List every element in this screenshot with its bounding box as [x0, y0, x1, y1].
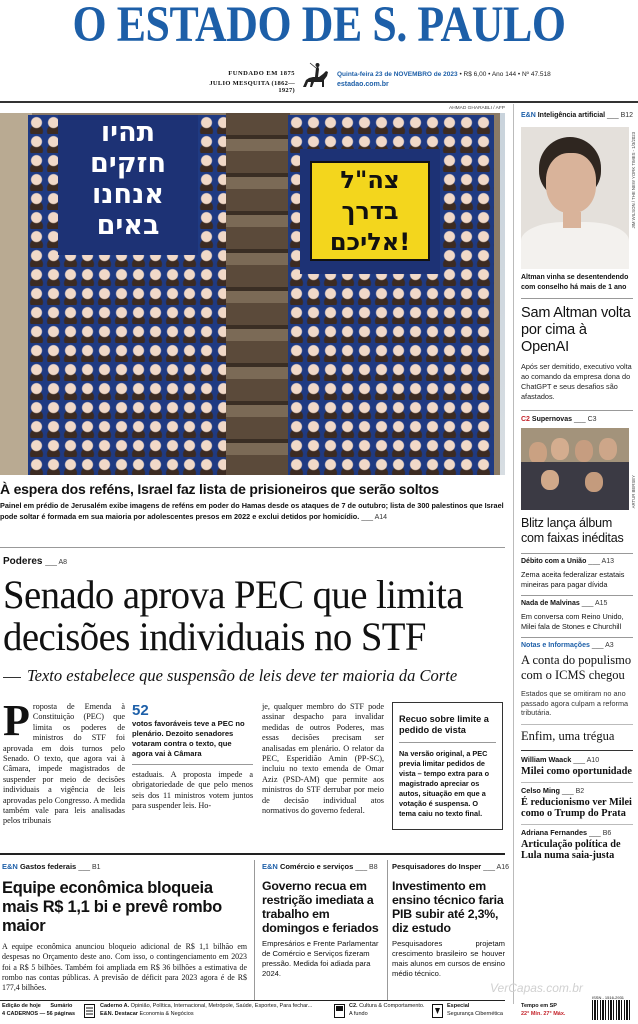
bottom-3-section: Pesquisadores do Insper: [392, 862, 482, 871]
brief-1-page: A13: [601, 558, 615, 565]
en-badge: E&N: [262, 862, 278, 871]
sidebar-divider: [513, 104, 514, 1004]
columnist-3-headline[interactable]: Articulação política de Lula numa saia-justa: [521, 838, 621, 861]
bottom-2-body: Empresários e Frente Parlamentar de Comércio e Serviços fizeram pressão. Medida foi adiada para 2024.: [262, 939, 379, 978]
main-col-3: [262, 702, 384, 816]
bottom-divider: [0, 853, 505, 855]
website-link[interactable]: estadao.com.br: [337, 81, 389, 88]
bottom-story-2: E&N Comércio e serviços ___ B8 Governo recua em restrição imediata a trabalho em domingos e feriados Empresários e Frente Parlamentar de Comércio e Serviços fizeram pressão. Medida foi adiada para 2024.: [262, 862, 385, 979]
brief-1-text[interactable]: Zema aceita federalizar estatais mineiras para pagar dívida: [521, 570, 625, 589]
bottom-2-section: Comércio e serviços: [279, 862, 354, 871]
issue-meta: • R$ 6,00 • Ano 144 • Nº 47.518: [459, 71, 551, 78]
bottom-story-1: E&N Gastos federais ___ B1 Equipe econômica bloqueia mais R$ 1,1 bi e prevê rombo maior A equipe econômica anunciou bloqueio adicional de R$ 1,1 bilhão em despesas no Orçamento deste ano. Com isso, o contingenciamento em 2023 foi a R$ 5 bilhões. Também foi ampliada em R$ 36 bilhões a estimativa de rombo nas contas públicas. A previsão de déficit para 2023 agora é de R$ 177,4 bilhões.: [2, 862, 247, 993]
main-col-2-text: estaduais. A proposta impede a obrigatoriedade de que pelo menos seis dos 11 ministros votem juntos para suspender leis. Ho-: [132, 770, 253, 811]
columnist-3-page: B6: [602, 829, 612, 837]
banner-left-line: אנחנו: [92, 179, 164, 210]
masthead-divider: [0, 101, 638, 103]
bottom-1-body: A equipe econômica anunciou bloqueio adicional de R$ 1,1 bilhão em despesas no Orçamento deste ano. Com isso, o contingenciamento em 2023 foi a R$ 5 bilhões. Também foi ampliada em R$ 36 bilhões a estimativa de rombo nas contas públicas. A previsão de déficit para 2023 agora é de R$ 177,4 bilhões.: [2, 942, 247, 993]
blitz-headline[interactable]: Blitz lança álbum com faixas inéditas: [521, 516, 624, 545]
bottom-3-body: Pesquisadores projetam crescimento brasileiro se houver mais alunos em cursos de ensino médio técnico.: [392, 939, 505, 978]
main-col-1-text: roposta de Emenda à Constituição (PEC) que limita os poderes de ministros do STF foi aprovada em dois turnos pelo Senado. O texto, que agora vai à Câmara, impede magistrados de suspender por meio de decisões individuais a vigência de leis aprovadas pelo Congresso. A medida também vale para leis analisadas pelos tribunais: [3, 702, 125, 826]
main-subhead-text: Texto estabelece que suspensão de leis deve ter maioria da Corte: [27, 666, 458, 685]
lead-caption: Painel em prédio de Jerusalém exibe imagens de reféns em poder do Hamas desde os ataques de 7 de outubro; lista de 300 palestinos que Israel pode soltar é formada em sua maioria por adolescentes presos em 2022 e exclui detidos por homicídio. ___ A14: [0, 501, 504, 521]
altman-lead: Altman vinha se desentendendo com conselho há mais de 1 ano: [521, 274, 629, 291]
banner-left-line: תהיו: [100, 117, 156, 148]
columnist-2-page: B2: [575, 787, 585, 795]
columnist-3: Adriana Fernandes ___ B6 Articulação política de Lula numa saia-justa: [521, 828, 633, 862]
issn: ISSN - 1516-2931: [592, 995, 625, 1000]
en-footer-label[interactable]: E&N.: [100, 1011, 114, 1017]
weather-values: 22° Mín. 27° Máx.: [521, 1011, 566, 1017]
lead-caption-text: Painel em prédio de Jerusalém exibe imagens de reféns em poder do Hamas desde os ataques de 7 de outubro; lista de 300 palestinos que Israel pode soltar é formada em sua maioria por adolescentes presos em 2022 e exclui detidos por homicídio.: [0, 501, 504, 521]
music-section: Supernovas: [531, 416, 572, 423]
especial-text: Segurança Cibernética: [447, 1011, 503, 1017]
columnist-2: Celso Ming ___ B2 É reducionismo ver Milei como o Trump do Prata: [521, 785, 632, 819]
en-footer-text: Economia & Negócios: [139, 1011, 194, 1017]
horseman-logo-icon: [300, 60, 332, 92]
notes-section: Notas e Informações: [521, 642, 590, 649]
columnist-1-page: A10: [586, 757, 600, 764]
banner-right-panel: [300, 149, 440, 274]
sidebar: E&N Inteligência artificial ___ B12 JIM WILSON / THE NEW YORK TIMES - 1/3/2023 Altman vinha se desentendendo com conselho há mais de 1 ano Sam Altman volta por cima à OpenAI Após ser demitido, executivo volta ao comando da empresa dona do ChatGPT e seus desafios são afastados. C2 Supernovas ___ C3 ARTUR BERSEY Blitz lança álbum com faixas inéditas Débito com a União ___ A13 Zema aceita federalizar estatais mineiras para pagar dívida Nada de Malvinas ___ A15 Em conversa com Reino Unido, Milei fala de Stones e Churchill Notas e Informações ___ A3 A conta do populismo com o ICMS chegou Estados que se omitiram no ano passado agora culpam a reforma tributária. Enfim, uma trégua William Waack ___ A10 Milei como oportunidade Celso Ming ___ B2 É reducionismo ver Milei como o Trump do Prata Adriana Fernandes ___ B6 Articulação política de Lula numa saia-justa: [521, 112, 636, 861]
banner-left-line: באים: [96, 210, 160, 241]
columnist-3-name: Adriana Fernandes: [521, 827, 588, 837]
columnist-1-headline[interactable]: Milei como oportunidade: [521, 766, 632, 777]
newspaper-icon: [84, 1004, 95, 1018]
columnist-1: William Waack ___ A10 Milei como oportunidade: [521, 755, 632, 777]
main-headline[interactable]: Senado aprova PEC que limita decisões individuais no STF: [3, 572, 463, 659]
notes-page: A3: [605, 642, 614, 649]
bottom-1-page: B1: [91, 864, 101, 871]
bottom-1-section: Gastos federais: [19, 862, 77, 871]
lead-caption-page: A14: [374, 513, 388, 521]
c2-footer-sub: A fundo: [349, 1011, 368, 1017]
columnist-2-name: Celso Ming: [521, 785, 560, 795]
bottom-3-headline[interactable]: Investimento em ensino técnico faria PIB subir até 2,3%, diz estudo: [392, 879, 504, 935]
issue-date-line: [337, 71, 551, 78]
banner-right-line: צה"ל: [340, 166, 400, 194]
vista-box: [392, 702, 503, 830]
masthead-title: O ESTADO DE S. PAULO: [72, 0, 566, 53]
footer: [0, 981, 638, 1024]
summary-label: Sumário: [50, 1003, 73, 1009]
brief-2-title: Nada de Malvinas: [521, 600, 580, 607]
notes-item-2-title[interactable]: Enfim, uma trégua: [521, 728, 615, 743]
stat-text: votos favoráveis teve a PEC no plenário. Dezoito senadores votaram contra o texto, que agora vai à Câmara: [132, 719, 245, 758]
c2-badge: C2: [521, 416, 530, 423]
building-windows: [226, 113, 290, 475]
watermark: VerCapas.com.br: [490, 981, 583, 995]
main-section-label: Poderes ___ A8: [3, 556, 68, 567]
main-col-2: [132, 702, 253, 812]
especial-label[interactable]: Especial: [447, 1003, 470, 1009]
en-badge: E&N: [521, 112, 536, 119]
main-subhead: [3, 666, 508, 686]
banner-left-line: חזקים: [90, 148, 166, 179]
banner-right-line: בדרך: [341, 197, 399, 225]
notes-item-1-text: Estados que se omitiram no ano passado agora culpam a reforma tributária.: [521, 689, 629, 717]
caderno-a-text: Opinião, Política, Internacional, Metrópole, Saúde, Esportes, Para fechar...: [130, 1003, 313, 1009]
banner-right-line: אליכם!: [329, 228, 411, 256]
lead-headline[interactable]: À espera dos reféns, Israel faz lista de prisioneiros que serão soltos: [0, 481, 439, 497]
main-col-3-text: je, qualquer membro do STF pode assinar despacho para invalidar medidas de outros Poderes, mas essas decisões precisam ser analisadas em plenário. O relator da PEC, Esperidião Amin (PP-SC), incluiu no texto emenda de Omar Aziz (PSD-AM) que permite aos ministros do STF derrubar por meio de decisão individual atos normativos do governo federal.: [262, 702, 384, 816]
banner-left-panel: [58, 115, 198, 255]
main-col-1: [3, 696, 125, 827]
notes-item-1-title[interactable]: A conta do populismo com o ICMS chegou: [521, 653, 632, 682]
en-badge: E&N: [2, 862, 18, 871]
founded-line: FUNDADO EM 1875: [228, 70, 295, 77]
barcode: [592, 1000, 632, 1020]
stat-number: 52: [132, 702, 149, 719]
main-section: Poderes: [3, 556, 43, 567]
c2-footer-text: Cultura & Comportamento.: [359, 1003, 425, 1009]
footer-divider: [0, 1000, 505, 1001]
bottom-3-page: A16: [496, 864, 510, 871]
main-dropcap: P: [3, 696, 30, 745]
blitz-photo-credit: ARTUR BERSEY: [631, 475, 636, 509]
bottom-2-headline[interactable]: Governo recua em restrição imediata a trabalho em domingos e feriados: [262, 879, 379, 935]
lead-photo-credit: AHMAD GHARABLI / AFP: [449, 106, 505, 111]
altman-headline[interactable]: Sam Altman volta por cima à OpenAI: [521, 305, 631, 355]
founder-line: JULIO MESQUITA (1862—1927): [209, 80, 295, 94]
ai-section: Inteligência artificial: [537, 112, 606, 119]
vista-box-title[interactable]: Recuo sobre limite a pedido de vista: [399, 714, 489, 735]
lead-photo: [0, 113, 505, 475]
issue-date: Quinta-feira 23 de NOVEMBRO de 2023: [337, 71, 458, 78]
bottom-1-headline[interactable]: Equipe econômica bloqueia mais R$ 1,1 bi e prevê rombo maior: [2, 879, 222, 935]
brief-2-text[interactable]: Em conversa com Reino Unido, Milei fala de Stones e Churchill: [521, 612, 624, 631]
blitz-band-photo: [521, 428, 629, 510]
c2-section-icon: [334, 1004, 345, 1018]
columnist-1-name: William Waack: [521, 755, 572, 764]
vista-box-text: Na versão original, a PEC previa limitar pedidos de vista – tempo extra para o magistrado apreciar os autos, situação em que a votação é suspensa. O tema caiu no texto final.: [399, 749, 490, 818]
c2-footer-label[interactable]: C2.: [349, 1003, 358, 1009]
especial-section-icon: [432, 1004, 443, 1018]
altman-body: Após ser demitido, executivo volta ao comando da empresa dona do ChatGPT e seus desafios são afastados.: [521, 362, 632, 401]
weather-label: Tempo em SP: [521, 1003, 557, 1009]
pages-count: 4 CADERNOS — 56 páginas: [2, 1011, 76, 1017]
edition-label: Edição de hoje: [2, 1003, 41, 1009]
lead-divider: [0, 547, 505, 548]
ai-page: B12: [620, 112, 634, 119]
bottom-2-page: B8: [369, 864, 378, 871]
bottom-story-3: Pesquisadores do Insper ___ A16 Investimento em ensino técnico faria PIB subir até 2,3%, diz estudo Pesquisadores projetam crescimento brasileiro se houver mais alunos em cursos de ensino médio técnico.: [392, 862, 510, 978]
altman-photo-credit: JIM WILSON / THE NEW YORK TIMES - 1/3/2023: [631, 132, 636, 229]
columnist-2-headline[interactable]: É reducionismo ver Milei como o Trump do Prata: [521, 796, 632, 819]
brief-1-title: Débito com a União: [521, 558, 587, 565]
brief-2-page: A15: [594, 600, 608, 607]
altman-photo: [521, 127, 629, 269]
main-section-page: A8: [58, 559, 68, 566]
en-footer-destacar: Destacar: [114, 1011, 138, 1017]
caderno-a-label[interactable]: Caderno A.: [100, 1003, 130, 1009]
music-page: C3: [587, 416, 597, 423]
